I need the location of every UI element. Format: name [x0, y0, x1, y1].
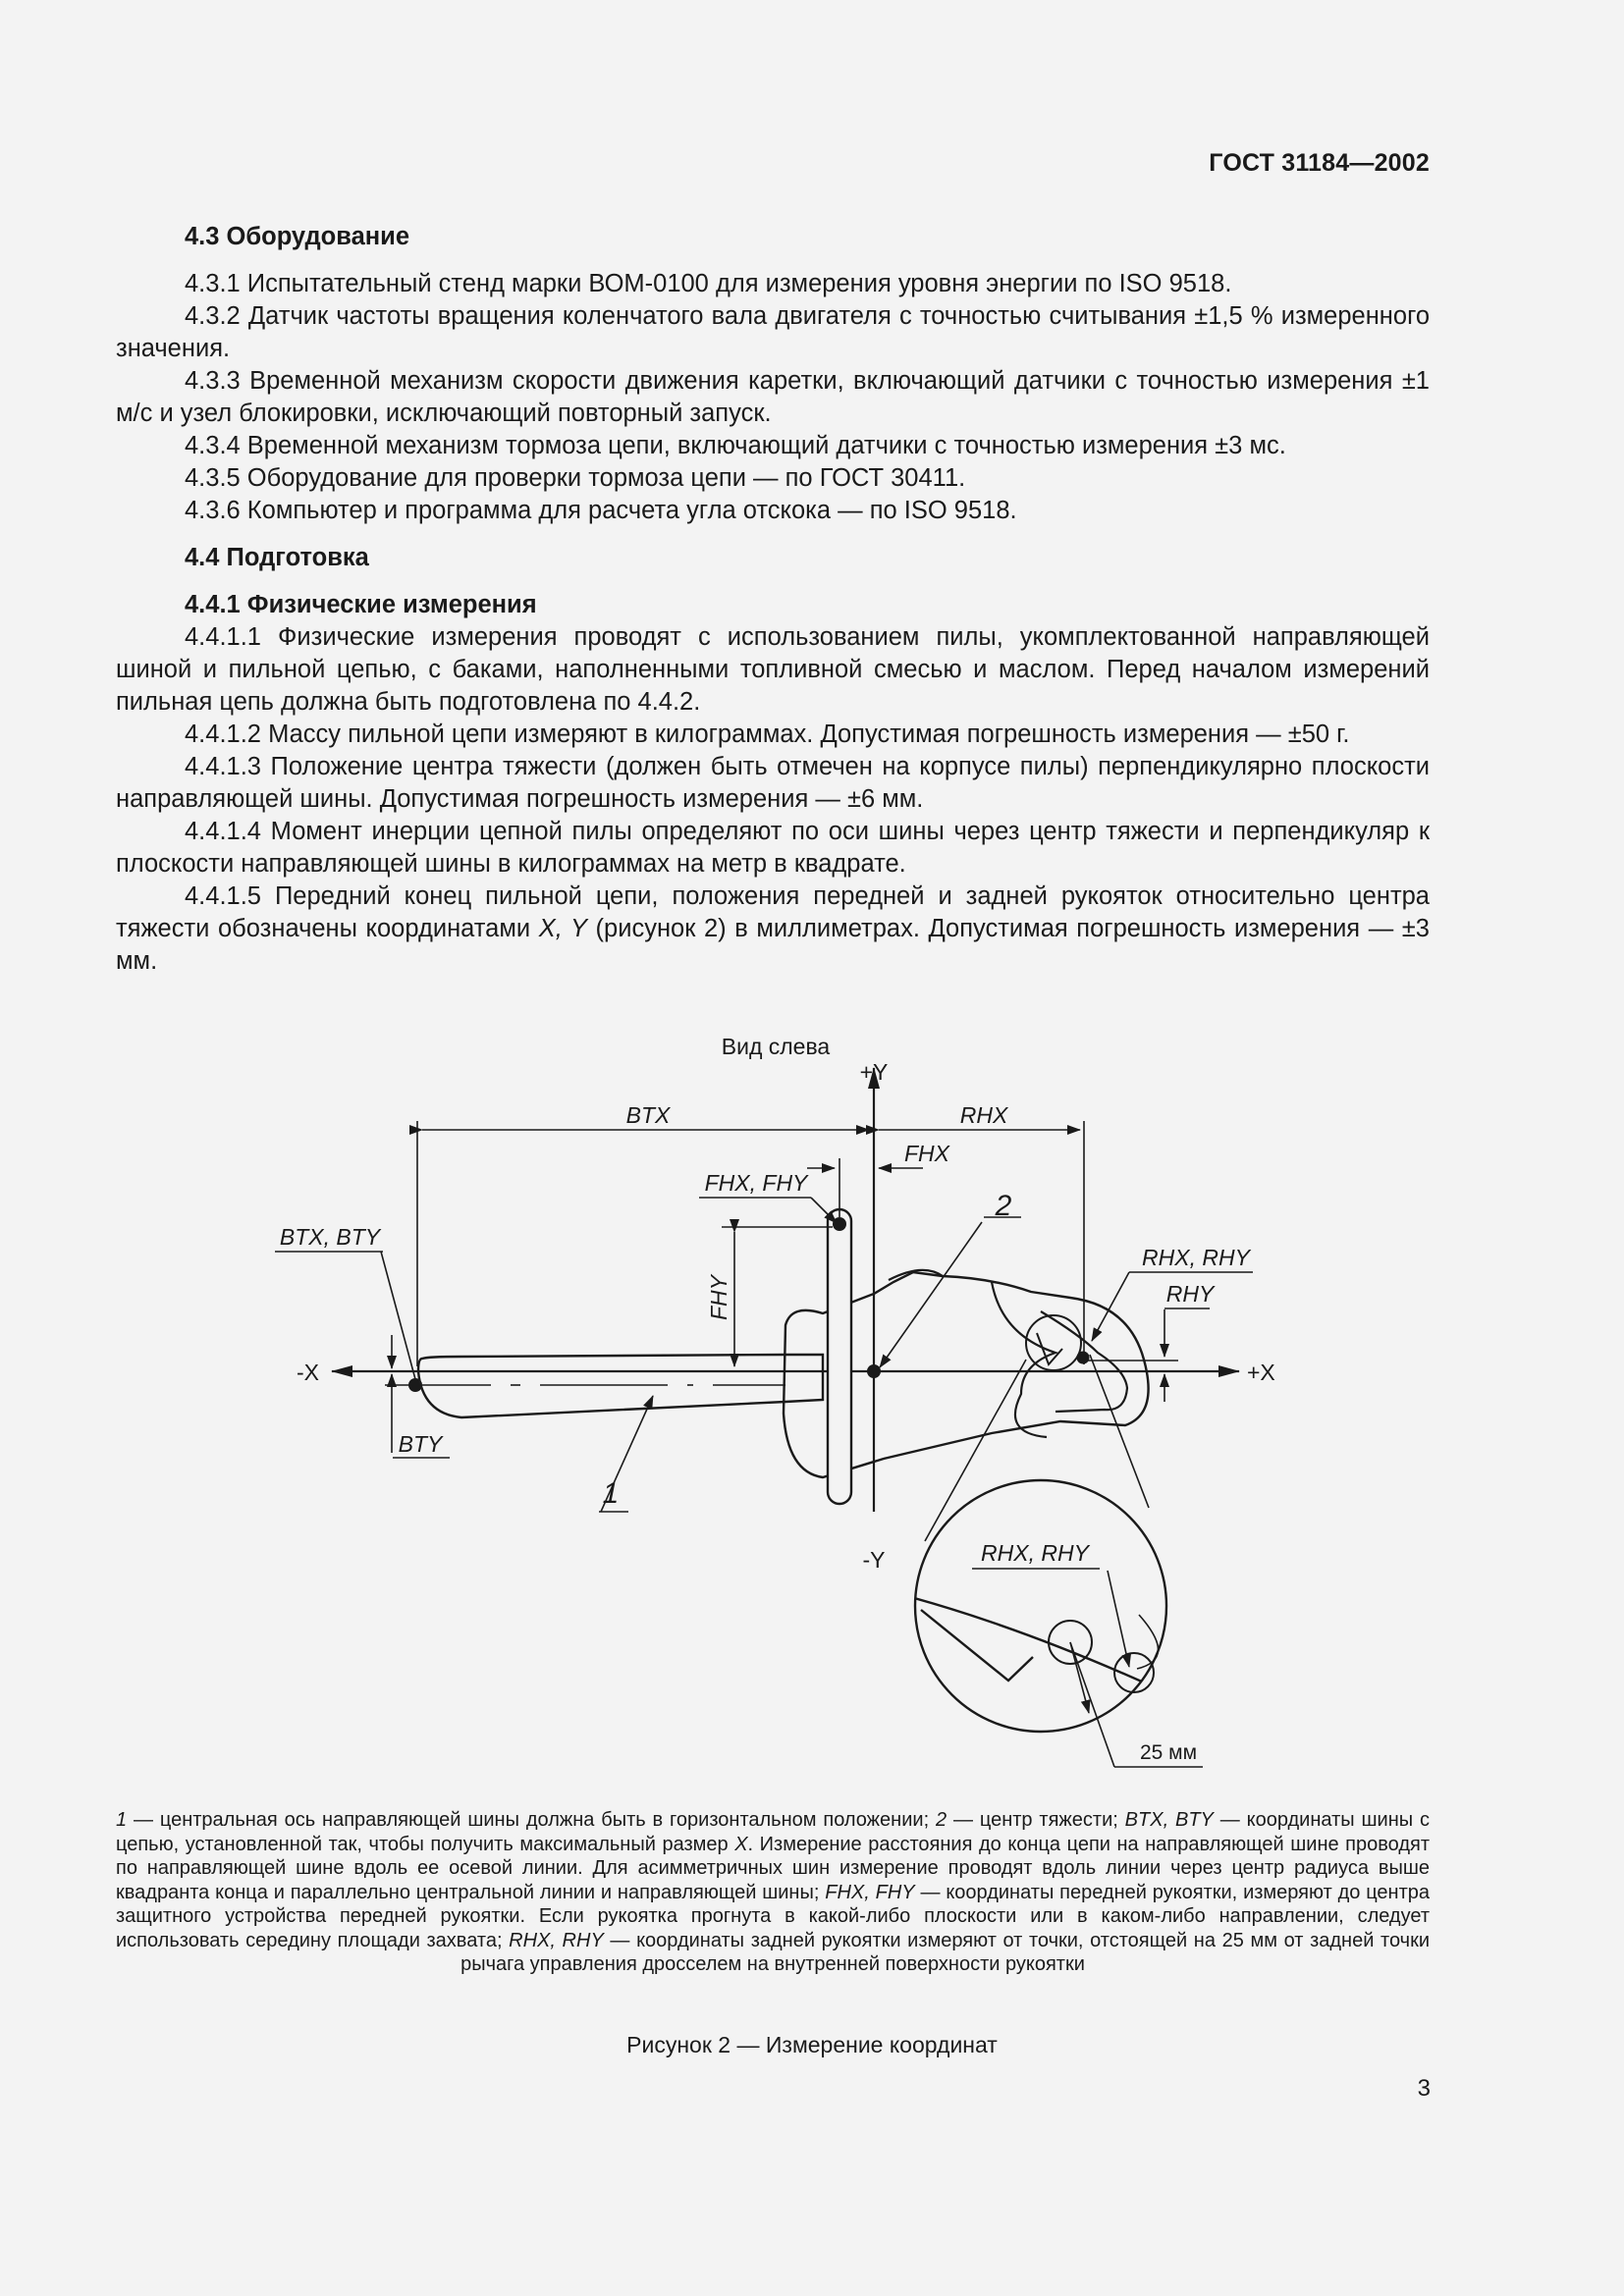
paragraph-4-3-6: 4.3.6 Компьютер и программа для расчета угла отскока — по ISO 9518. — [185, 497, 1017, 524]
btx-bty-label: BTX, BTY — [279, 1224, 381, 1250]
paragraph-4-3-2: 4.3.2 Датчик частоты вращения коленчатого вала двигателя с точностью считывания ±1,5 % измеренного значения. — [116, 302, 1430, 362]
minus-y-label: -Y — [862, 1547, 886, 1573]
section-heading-4-4: 4.4 Подготовка — [185, 544, 369, 571]
paragraph-4-4-1-5: 4.4.1.5 Передний конец пильной цепи, положения передней и задней рукояток относительно центра тяжести обозначены координатами X, Y (рисунок 2) в миллиметрах. Допустимая погрешность измерения — ±3 мм. — [116, 882, 1430, 975]
detail-rhx-rhy-label: RHX, RHY — [981, 1540, 1089, 1566]
view-label: Вид слева — [721, 1034, 831, 1059]
callout-2: 2 — [995, 1190, 1012, 1222]
rhy-label: RHY — [1165, 1281, 1215, 1307]
detail-view-circle — [915, 1480, 1166, 1732]
paragraph-4-3-5: 4.3.5 Оборудование для проверки тормоза цепи — по ГОСТ 30411. — [185, 464, 966, 492]
document-code: ГОСТ 31184—2002 — [1209, 149, 1430, 177]
figure-caption: Рисунок 2 — Измерение координат — [626, 2032, 998, 2057]
paragraph-4-3-1: 4.3.1 Испытательный стенд марки ВОМ-0100 для измерения уровня энергии по ISO 9518. — [185, 270, 1232, 297]
rhx-rhy-point — [1077, 1352, 1090, 1364]
fhy-label: FHY — [706, 1275, 731, 1320]
btx-bty-point — [408, 1378, 422, 1392]
btx-label: BTX — [625, 1102, 671, 1128]
paragraph-4-4-1-4: 4.4.1.4 Момент инерции цепной пилы определяют по оси шины через центр тяжести и перпендикуляр к плоскости направляющей шины в килограммах на метр в квадрате. — [116, 818, 1430, 878]
fhx-fhy-label: FHX, FHY — [704, 1170, 808, 1196]
fhx-fhy-point — [833, 1217, 846, 1231]
guide-bar — [418, 1355, 823, 1417]
body-text — [116, 221, 1430, 978]
figure-notes: 1 — центральная ось направляющей шины должна быть в горизонтальном положении; 2 — центр тяжести; BTX, BTY — координаты шины с цепью, установленной так, чтобы получить максимальный размер X. Измерение расстояния до конца цепи на направляющей шине проводят по направляющей шине вдоль ее осевой линии. Для асимметричных шин измерение проводят вдоль линии через центр радиуса выше квадранта конца и параллельно центральной линии и направляющей шины; FHX, FHY — координаты передней рукоятки, измеряют до центра защитного устройства передней рукоятки. Если рукоятка прогнута в какой-либо плоскости или в каком-либо направлении, следует использовать середину площади захвата; RHX, RHY — координаты задней рукоятки измеряют от точки, отстоящей на 25 мм от задней точки рычага управления дросселем на внутренней поверхности рукоятки — [116, 1809, 1431, 1975]
paragraph-4-3-4: 4.3.4 Временной механизм тормоза цепи, включающий датчики с точностью измерения ±3 мс. — [185, 432, 1286, 459]
paragraph-4-4-1-1: 4.4.1.1 Физические измерения проводят с использованием пилы, укомплектованной направляющей шиной и пильной цепью, с баками, наполненными топливной смесью и маслом. Перед началом измерений пильная цепь должна быть подготовлена по 4.4.2. — [116, 623, 1430, 716]
minus-x-label: -X — [297, 1360, 319, 1385]
detail-25mm-label: 25 мм — [1139, 1741, 1198, 1764]
plus-y-label: +Y — [859, 1059, 889, 1085]
paragraph-4-4-1-3: 4.4.1.3 Положение центра тяжести (должен быть отмечен на корпусе пилы) перпендикулярно плоскости направляющей шины. Допустимая погрешность измерения — ±6 мм. — [116, 753, 1430, 813]
coordinate-diagram — [0, 1021, 1624, 1806]
paragraph-4-4-1-2: 4.4.1.2 Массу пильной цепи измеряют в килограммах. Допустимая погрешность измерения — ±50 г. — [185, 721, 1350, 748]
rhx-label: RHX — [959, 1102, 1008, 1128]
bty-label: BTY — [398, 1431, 443, 1457]
center-of-gravity-point — [867, 1364, 881, 1378]
figure-2 — [0, 1021, 1624, 1806]
plus-x-label: +X — [1247, 1360, 1275, 1385]
front-handle — [828, 1209, 851, 1504]
page-number: 3 — [1417, 2075, 1431, 2102]
subsection-heading-4-4-1: 4.4.1 Физические измерения — [185, 591, 537, 618]
section-heading-4-3: 4.3 Оборудование — [185, 223, 410, 250]
fhx-label: FHX — [904, 1141, 949, 1166]
callout-1: 1 — [602, 1477, 620, 1510]
rhx-rhy-label: RHX, RHY — [1142, 1245, 1250, 1270]
paragraph-4-3-3: 4.3.3 Временной механизм скорости движения каретки, включающий датчики с точностью измерения ±1 м/с и узел блокировки, исключающий повторный запуск. — [116, 367, 1430, 427]
